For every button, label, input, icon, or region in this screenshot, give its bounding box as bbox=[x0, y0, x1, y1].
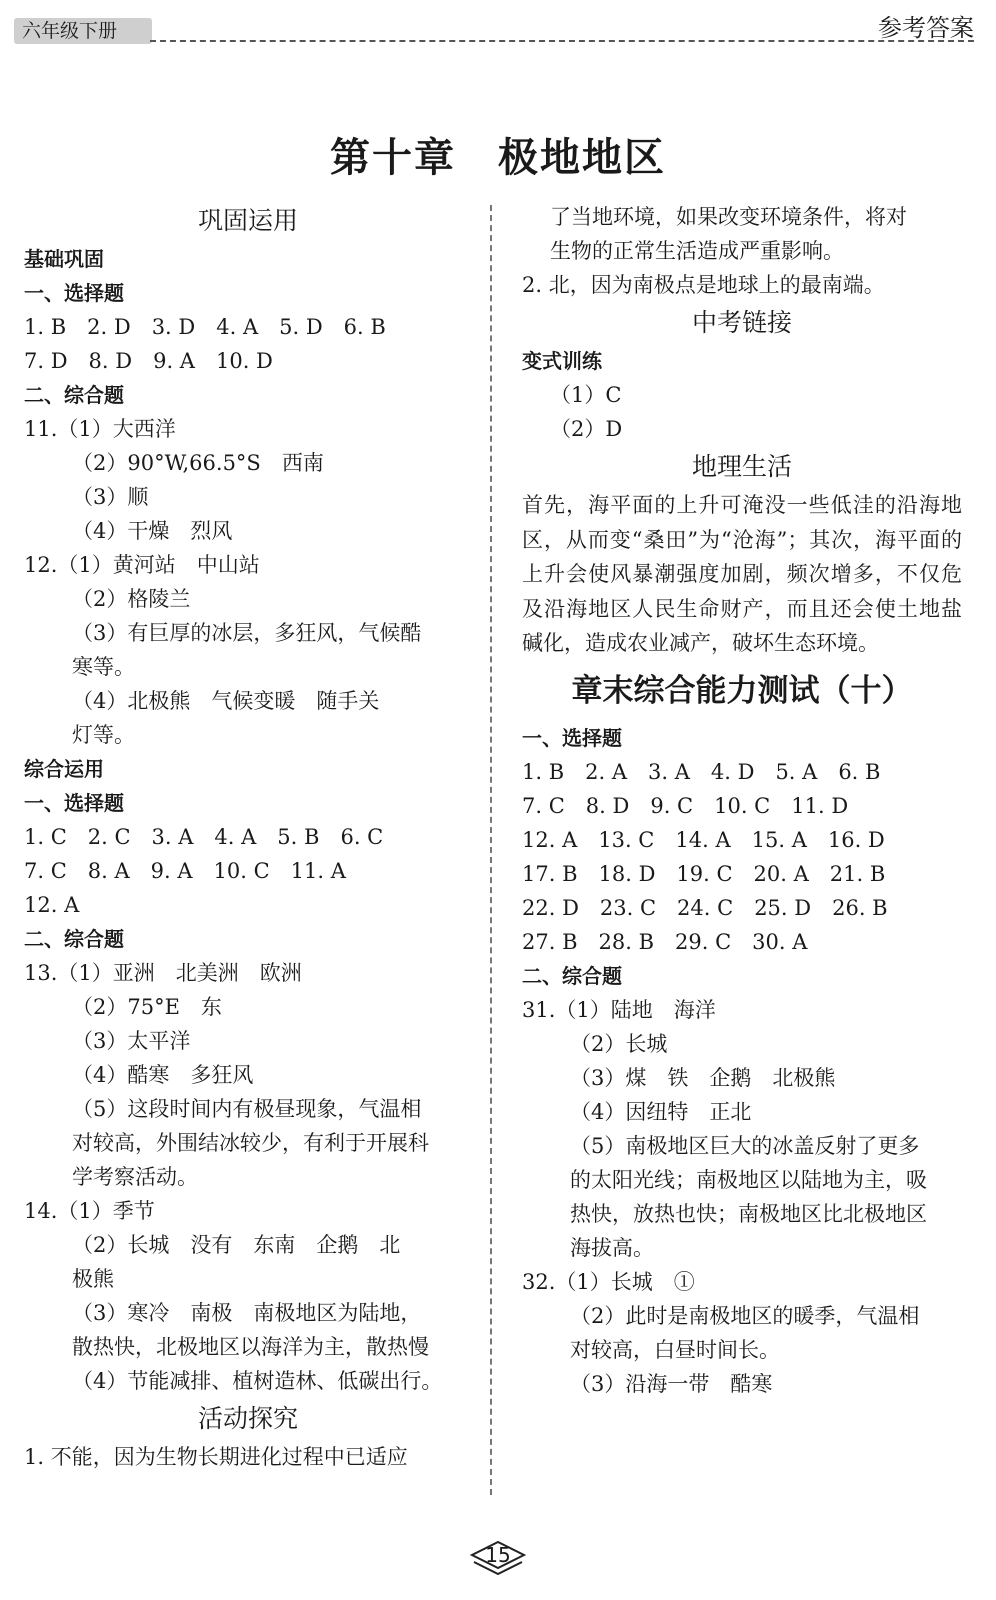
left-line: 12.（1）黄河站 中山站 bbox=[24, 553, 260, 577]
left-line: 二、综合题 bbox=[24, 927, 124, 951]
left-line: 1. B 2. D 3. D 4. A 5. D 6. B bbox=[24, 315, 386, 339]
right-line: 1. B 2. A 3. A 4. D 5. A 6. B bbox=[522, 759, 881, 784]
page-number bbox=[468, 1540, 528, 1580]
right-line: 热快，放热也快；南极地区比北极地区 bbox=[570, 1201, 927, 1226]
header-title: 参考答案 bbox=[878, 14, 974, 42]
left-line: （2）长城 没有 东南 企鹅 北 bbox=[72, 1233, 401, 1257]
right-line: 首先，海平面的上升可淹没一些低洼的沿海地区，从而变“桑田”为“沧海”；其次，海平面的上升会使风暴潮强度加剧，频次增多，不仅危及沿海地区人民生命财产，而且还会使土地盐碱化，造成农业减产，破坏生态环境。 bbox=[522, 493, 962, 655]
right-line: 2. 北，因为南极点是地球上的最南端。 bbox=[522, 273, 885, 297]
right-line: （2）此时是南极地区的暖季，气温相 bbox=[570, 1303, 920, 1328]
left-line: （4）干燥 烈风 bbox=[72, 519, 233, 543]
left-line: （4）节能减排、植树造林、低碳出行。 bbox=[72, 1369, 443, 1393]
right-line: （4）因纽特 正北 bbox=[570, 1099, 752, 1124]
right-line: （2）D bbox=[550, 417, 623, 441]
left-line: 寒等。 bbox=[72, 655, 135, 679]
right-line: 27. B 28. B 29. C 30. A bbox=[522, 929, 808, 954]
right-line: （1）C bbox=[550, 383, 622, 407]
left-line: （2）75°E 东 bbox=[72, 995, 222, 1019]
column-divider bbox=[490, 205, 492, 1495]
right-line: 变式训练 bbox=[522, 349, 602, 373]
left-line: 基础巩固 bbox=[24, 247, 104, 271]
left-line: 14.（1）季节 bbox=[24, 1199, 155, 1223]
left-line: 7. D 8. D 9. A 10. D bbox=[24, 349, 273, 373]
right-line: （3）沿海一带 酷寒 bbox=[570, 1371, 773, 1396]
left-line: （3）顺 bbox=[72, 485, 149, 509]
left-line: （3）太平洋 bbox=[72, 1029, 191, 1053]
left-line: 12. A bbox=[24, 893, 80, 917]
left-line: （3）寒冷 南极 南极地区为陆地， bbox=[72, 1301, 422, 1325]
right-line: （5）南极地区巨大的冰盖反射了更多 bbox=[570, 1133, 920, 1158]
right-line: 海拔高。 bbox=[570, 1235, 654, 1260]
chapter-title: 第十章 极地地区 bbox=[330, 134, 666, 181]
left-line: 一、选择题 bbox=[24, 281, 124, 305]
right-line: （3）煤 铁 企鹅 北极熊 bbox=[570, 1065, 836, 1090]
right-line: 中考链接 bbox=[691, 308, 792, 337]
left-line: 学考察活动。 bbox=[72, 1165, 198, 1189]
left-line: 1. 不能，因为生物长期进化过程中已适应 bbox=[24, 1445, 408, 1469]
left-line: （4）北极熊 气候变暖 随手关 bbox=[72, 689, 380, 713]
left-line: （2）90°W,66.5°S 西南 bbox=[72, 451, 324, 475]
left-line: 综合运用 bbox=[24, 757, 104, 781]
left-line: （5）这段时间内有极昼现象，气温相 bbox=[72, 1097, 422, 1121]
right-line: 7. C 8. D 9. C 10. C 11. D bbox=[522, 793, 849, 818]
left-line: （4）酷寒 多狂风 bbox=[72, 1063, 254, 1087]
left-column bbox=[24, 200, 472, 1474]
right-line: 二、综合题 bbox=[522, 963, 622, 988]
left-line: 1. C 2. C 3. A 4. A 5. B 6. C bbox=[24, 825, 384, 849]
right-line: 12. A 13. C 14. A 15. A 16. D bbox=[522, 827, 885, 852]
right-line: 31.（1）陆地 海洋 bbox=[522, 997, 716, 1022]
left-line: （3）有巨厚的冰层，多狂风，气候酷 bbox=[72, 621, 422, 645]
page-number-text: 15 bbox=[485, 1543, 511, 1567]
grade-tag: 六年级下册 bbox=[14, 18, 152, 44]
right-line: 了当地环境，如果改变环境条件，将对 bbox=[550, 205, 907, 229]
left-line: （2）格陵兰 bbox=[72, 587, 191, 611]
left-line: 对较高，外围结冰较少，有利于开展科 bbox=[72, 1131, 429, 1155]
right-line: 地理生活 bbox=[691, 452, 792, 481]
left-line: 11.（1）大西洋 bbox=[24, 417, 176, 441]
right-line: 32.（1）长城 ① bbox=[522, 1269, 695, 1294]
left-line: 极熊 bbox=[72, 1267, 114, 1291]
left-line: 二、综合题 bbox=[24, 383, 124, 407]
left-line: 一、选择题 bbox=[24, 791, 124, 815]
header-divider bbox=[150, 40, 974, 42]
left-line: 13.（1）亚洲 北美洲 欧洲 bbox=[24, 961, 302, 985]
right-line: 的太阳光线；南极地区以陆地为主，吸 bbox=[570, 1167, 927, 1192]
left-line: 灯等。 bbox=[72, 723, 135, 747]
left-line: 活动探究 bbox=[197, 1404, 298, 1433]
right-line: 17. B 18. D 19. C 20. A 21. B bbox=[522, 861, 886, 886]
right-line: 对较高，白昼时间长。 bbox=[570, 1337, 780, 1362]
right-column bbox=[522, 200, 962, 1401]
left-line: 7. C 8. A 9. A 10. C 11. A bbox=[24, 859, 346, 883]
right-line: （2）长城 bbox=[570, 1031, 668, 1056]
right-line: 一、选择题 bbox=[522, 725, 622, 750]
left-line: 巩固运用 bbox=[197, 206, 298, 235]
right-line: 章末综合能力测试（十） bbox=[571, 672, 913, 709]
left-line: 散热快，北极地区以海洋为主，散热慢 bbox=[72, 1335, 429, 1359]
right-line: 生物的正常生活造成严重影响。 bbox=[550, 239, 844, 263]
right-line: 22. D 23. C 24. C 25. D 26. B bbox=[522, 895, 888, 920]
